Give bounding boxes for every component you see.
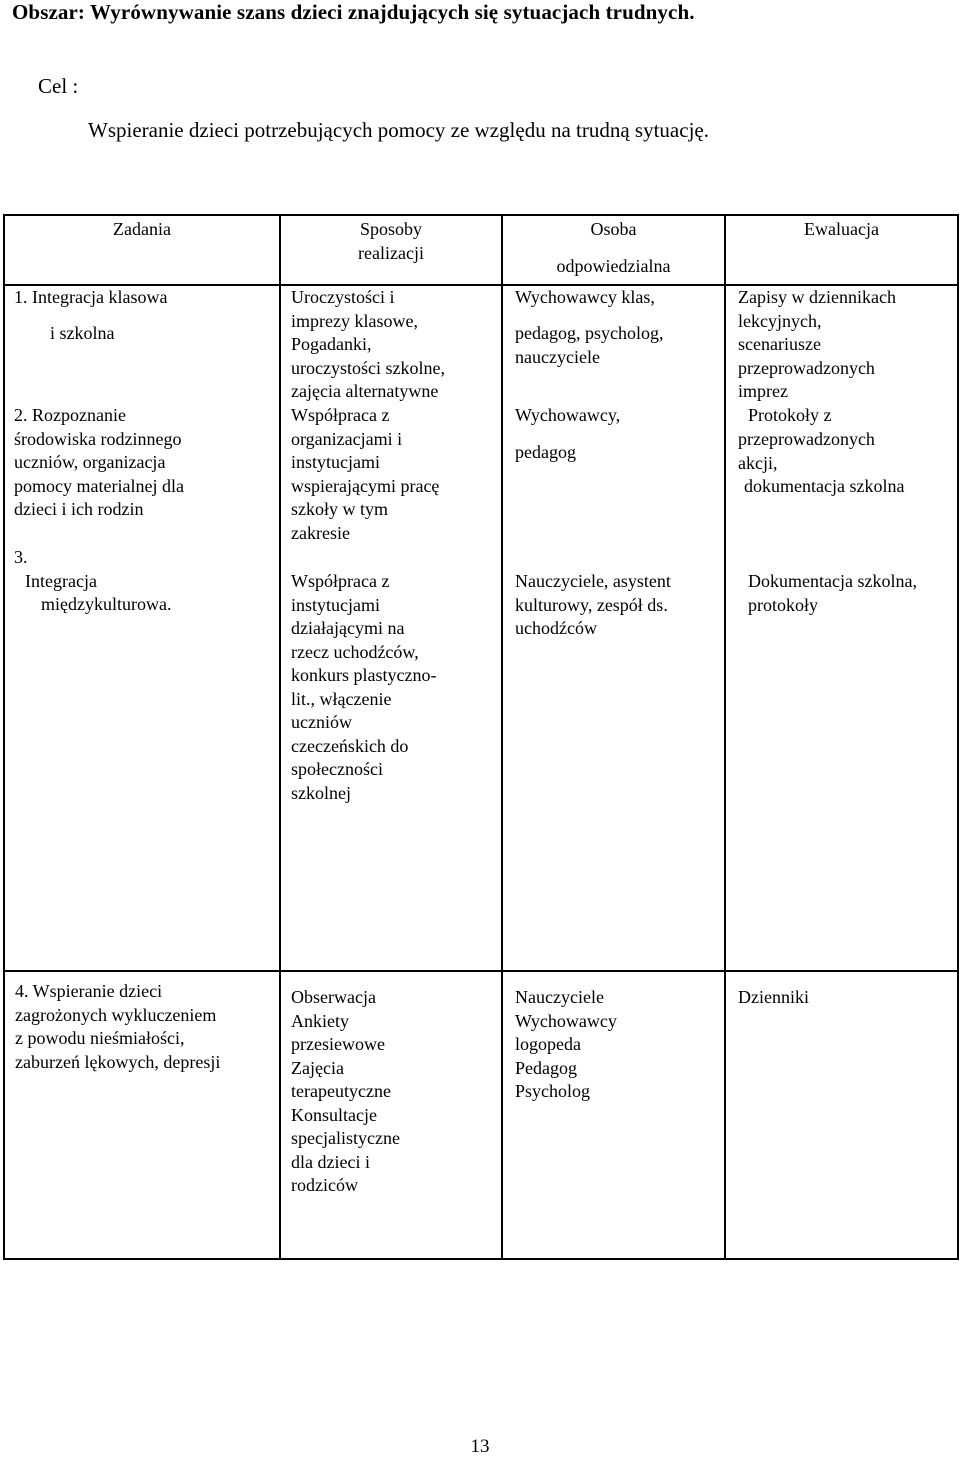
evaluation-1: Zapisy w dziennikach lekcyjnych, scenariusze przeprowadzonych imprez <box>738 287 896 401</box>
row4-methods: Obserwacja Ankiety przesiewowe Zajęcia terapeutyczne Konsultacje specjalistyczne dla dzieci i rodziców <box>291 987 400 1195</box>
row4-persons-cell <box>502 971 725 1259</box>
goal-label: Cel : <box>38 74 79 98</box>
person-1-line-1: Wychowawcy klas, <box>515 287 655 307</box>
evaluation-2-line-3: dokumentacja szkolna <box>744 476 905 496</box>
persons-cell <box>502 285 725 971</box>
task-2: 2. Rozpoznanie środowiska rodzinnego uczniów, organizacja pomocy materialnej dla dzieci i ich rodzin <box>14 405 184 519</box>
evaluation-2-line-2: przeprowadzonych akcji, <box>738 429 875 473</box>
tasks-cell <box>4 285 280 971</box>
task-1-line-1: 1. Integracja klasowa <box>14 287 168 307</box>
evaluation-2-line-1: Protokoły z <box>748 405 832 425</box>
row4-methods-cell <box>280 971 502 1259</box>
person-1-line-2: pedagog, psycholog, nauczyciele <box>515 323 664 367</box>
goal-text: Wspieranie dzieci potrzebujących pomocy ze względu na trudną sytuację. <box>88 118 709 142</box>
row4-persons: Nauczyciele Wychowawcy logopeda Pedagog Psycholog <box>515 987 617 1101</box>
area-title: Obszar: Wyrównywanie szans dzieci znajdujących się sytuacjach trudnych. <box>12 0 695 24</box>
methods-1: Uroczystości i imprezy klasowe, Pogadanki, uroczystości szkolne, zajęcia alternatywne <box>291 287 445 401</box>
table-row <box>4 971 958 1259</box>
task-3-number: 3. <box>14 547 28 567</box>
task-1-line-2: i szkolna <box>50 323 115 343</box>
row4-task-cell <box>4 971 280 1259</box>
plan-table <box>3 214 959 1260</box>
table-row <box>4 285 958 971</box>
table-header-row <box>4 215 958 285</box>
person-3: Nauczyciele, asystent kulturowy, zespół ds. uchodźców <box>515 571 671 638</box>
methods-cell <box>280 285 502 971</box>
methods-2: Współpraca z organizacjami i instytucjami wspierającymi pracę szkoły w tym zakresie <box>291 405 440 543</box>
page-number: 13 <box>470 1436 490 1457</box>
row4-evaluation: Dzienniki <box>738 987 809 1007</box>
evaluation-cell <box>725 285 958 971</box>
row4-task: 4. Wspieranie dzieci zagrożonych wykluczeniem z powodu nieśmiałości, zaburzeń lękowych, depresji <box>15 981 221 1072</box>
methods-3: Współpraca z instytucjami działającymi na rzecz uchodźców, konkurs plastyczno- lit., włączenie uczniów czeczeńskich do społeczności szkolnej <box>291 571 437 803</box>
row4-evaluation-cell <box>725 971 958 1259</box>
task-3-line-2: międzykulturowa. <box>41 594 172 614</box>
person-2-line-1: Wychowawcy, <box>515 405 621 425</box>
header-tasks: Zadania <box>4 215 280 285</box>
person-2-line-2: pedagog <box>515 442 576 462</box>
header-evaluation: Ewaluacja <box>725 215 958 285</box>
header-person: Osoba odpowiedzialna <box>502 215 725 285</box>
evaluation-3: Dokumentacja szkolna, protokoły <box>748 571 917 615</box>
header-methods: Sposoby realizacji <box>280 215 502 285</box>
task-3-line-1: Integracja <box>25 571 97 591</box>
